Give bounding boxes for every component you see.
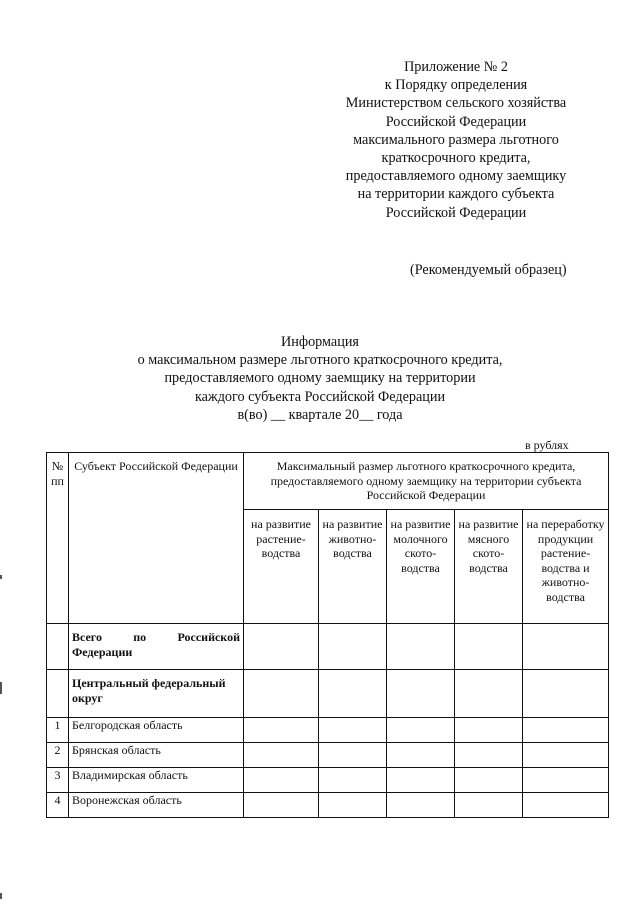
row-number: 2 (47, 743, 69, 768)
region-name: Белгородская область (69, 718, 244, 743)
table-row (47, 793, 609, 818)
header-meat: на развитие мясного ското-водства (455, 510, 523, 624)
header-processing: на переработку продукции растение-водства и животно-водства (523, 510, 609, 624)
row-number: 3 (47, 768, 69, 793)
appendix-line: Российской Федерации (385, 204, 527, 221)
table-cell (319, 743, 387, 768)
table-row (47, 743, 609, 768)
table-cell (455, 624, 523, 670)
title-line: о максимальном размере льготного краткосрочного кредита, (137, 352, 503, 369)
table-cell (244, 743, 319, 768)
table-cell (387, 768, 455, 793)
table-cell (523, 793, 609, 818)
table-cell (387, 743, 455, 768)
table-cell (523, 768, 609, 793)
total-word: Всего (72, 630, 102, 644)
header-dairy: на развитие молочного ското-водства (387, 510, 455, 624)
scan-mark (0, 893, 2, 899)
table-cell (244, 768, 319, 793)
header-main: Максимальный размер льготного краткосрочного кредита, предоставляемого одному заемщику на территории субъекта Российской Федерации (244, 453, 609, 510)
total-word: Федерации (72, 644, 133, 659)
table-cell (455, 768, 523, 793)
row-number: 1 (47, 718, 69, 743)
header-livestock: на развитие животно-водства (319, 510, 387, 624)
table-cell (523, 670, 609, 718)
table-cell (523, 624, 609, 670)
table-cell (523, 718, 609, 743)
table-cell (319, 768, 387, 793)
table-cell (523, 743, 609, 768)
appendix-block (320, 58, 592, 222)
table-row (47, 718, 609, 743)
appendix-line: предоставляемого одному заемщику (345, 168, 567, 185)
table-cell (455, 793, 523, 818)
table-cell (47, 624, 69, 670)
table-row-total (47, 624, 609, 670)
appendix-line: максимального размера льготного (353, 131, 559, 148)
table-header-row (47, 453, 609, 510)
table-cell (319, 793, 387, 818)
total-word: Российской (177, 630, 240, 644)
table-cell (47, 670, 69, 718)
table-cell (319, 624, 387, 670)
table-cell (455, 718, 523, 743)
scan-mark (0, 575, 2, 579)
table-cell (244, 670, 319, 718)
units-label: в рублях (525, 438, 569, 452)
appendix-line: к Порядку определения (384, 77, 528, 94)
total-label (69, 624, 244, 670)
appendix-line: Приложение № 2 (404, 59, 508, 75)
table-cell (455, 743, 523, 768)
header-crop: на развитие растение-водства (244, 510, 319, 624)
table-cell (319, 718, 387, 743)
region-name: Владимирская область (69, 768, 244, 793)
table-row (47, 768, 609, 793)
table-cell (244, 718, 319, 743)
header-subject: Субъект Российской Федерации (69, 453, 244, 624)
table-cell (387, 624, 455, 670)
title-line: Информация (281, 334, 359, 350)
table-cell (455, 670, 523, 718)
row-number: 4 (47, 793, 69, 818)
title-line: каждого субъекта Российской Федерации (194, 388, 446, 405)
table-cell (244, 624, 319, 670)
appendix-line: Российской Федерации (385, 113, 527, 130)
table-cell (387, 670, 455, 718)
header-num: № пп (47, 453, 69, 624)
title-line: предоставляемого одному заемщику на территории (164, 370, 476, 387)
title-line: в(во) __ квартале 20__ года (237, 406, 403, 423)
appendix-line: на территории каждого субъекта (357, 186, 555, 203)
region-name: Воронежская область (69, 793, 244, 818)
district-label: Центральный федеральный округ (69, 670, 244, 718)
region-name: Брянская область (69, 743, 244, 768)
appendix-line: краткосрочного кредита, (381, 150, 531, 167)
table-cell (387, 718, 455, 743)
table-cell (387, 793, 455, 818)
scan-mark (0, 682, 2, 694)
total-word: по (133, 630, 147, 644)
appendix-line: Министерством сельского хозяйства (345, 95, 567, 112)
table-cell (319, 670, 387, 718)
table-row-district (47, 670, 609, 718)
document-title (60, 333, 580, 424)
sample-label: (Рекомендуемый образец) (410, 262, 567, 278)
credit-table (46, 452, 609, 818)
table-cell (244, 793, 319, 818)
